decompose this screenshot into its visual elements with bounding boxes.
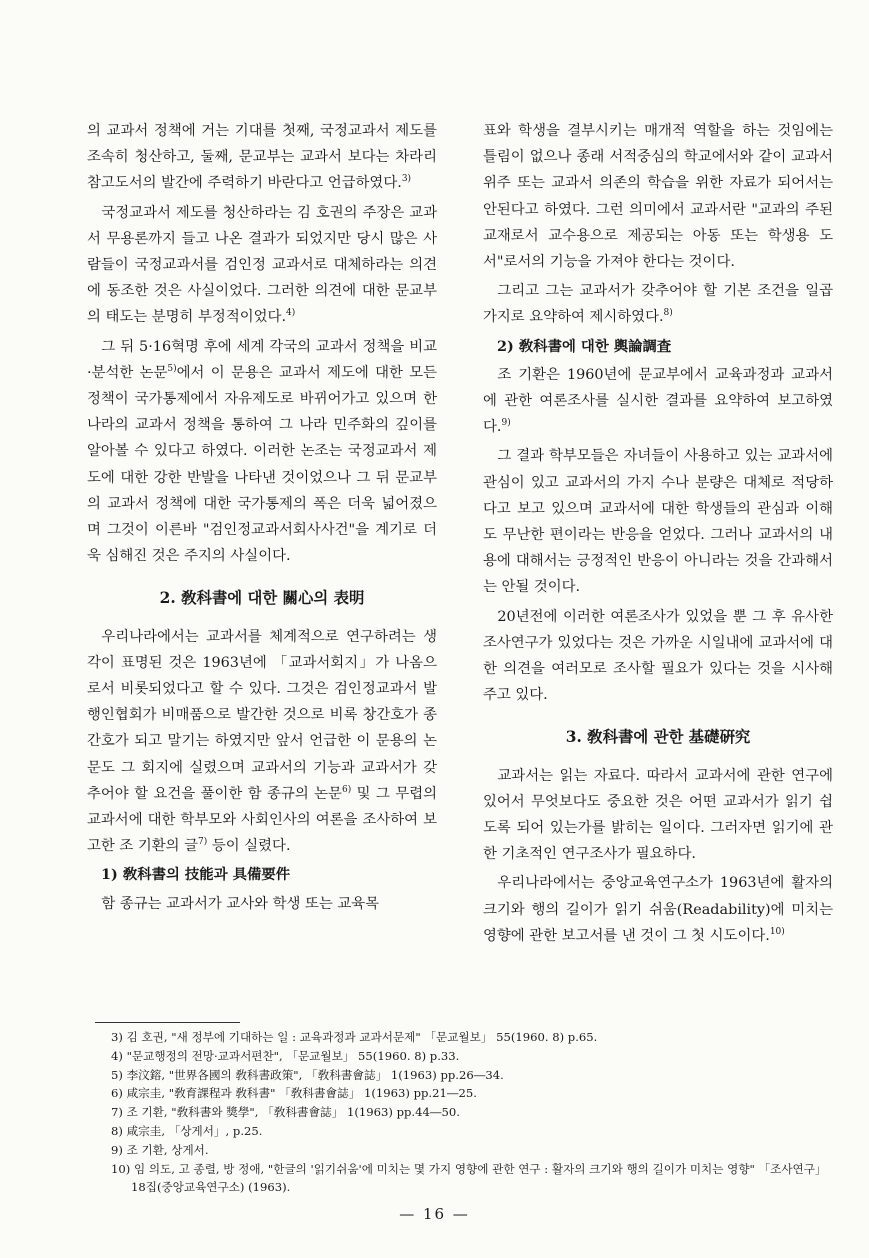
paragraph [483, 278, 833, 330]
paragraph-text: 조 기환은 1960년에 문교부에서 교육과정과 교과서에 관한 여론조사를 실시한 결과를 요약하여 보고하였다. [483, 366, 833, 436]
footnote-ref: 5) [167, 364, 177, 375]
subsection-heading: 2) 敎科書에 대한 輿論調査 [497, 337, 672, 355]
footnote: 3) 김 호권, "새 정부에 기대하는 일 : 교육과정과 교과서문제" 「문교월보」 55(1960. 8) p.65. [111, 1030, 598, 1044]
paragraph-text: 국정교과서 제도를 청산하라는 김 호권의 주장은 교과서 무용론까지 들고 나온 결과가 되었지만 당시 많은 사람들이 국정교과서를 검인정 교과서로 대체하라는 의견에 동조한 것은 사실이었다. 그러한 의견에 대한 문교부의 태도는 분명히 부정적이었다. [87, 204, 437, 326]
footnote: 8) 咸宗圭, 「상게서」, p.25. [111, 1123, 263, 1138]
page-number: — 16 — [399, 1205, 470, 1223]
paragraph-text: 우리나라에서는 교과서를 체계적으로 연구하려는 생각이 표명된 것은 1963년에 「교과서회지」가 나옴으로서 비롯되었다고 할 수 있다. 그것은 검인정교과서 발행인협회가 비매품으로 발간한 것으로 비록 창간호가 종간호가 되고 말기는 하였지만 앞서 언급한 이 문용의 논문도 그 회지에 실렸으며 교과서의 기능과 교과서가 갖추어야 할 요건을 풀이한 함 종규의 논문 [87, 628, 437, 802]
paragraph [87, 200, 437, 331]
paragraph [87, 624, 437, 860]
footnote-ref: 3) [401, 174, 412, 185]
section-heading: 3. 敎科書에 관한 基礎硏究 [565, 728, 751, 747]
paragraph [87, 891, 437, 917]
section-heading: 2. 敎科書에 대한 關心의 表明 [159, 589, 365, 608]
footnote-ref: 8) [663, 308, 673, 319]
footnote-divider [95, 1022, 240, 1023]
paragraph [87, 118, 437, 197]
paragraph [483, 604, 833, 709]
paragraph-text: 표와 학생을 결부시키는 매개적 역할을 하는 것임에는 틀림이 없으나 종래 서적중심의 학교에서와 같이 교과서 위주 또는 교과서 의존의 학습을 위한 자료가 되어서는 안된다고 하였다. 그런 의미에서 교과서란 "교과의 주된 교재로서 교수용으로 제공되는 아동 또는 학생용 도서"로서의 기능을 가져야 한다는 것이다. [483, 123, 833, 271]
footnote-ref: 10) [769, 927, 785, 938]
footnotes [111, 1028, 841, 1197]
paragraph [483, 443, 833, 600]
right-column [483, 118, 833, 952]
paragraph-text: 의 교과서 정책에 거는 기대를 첫째, 국정교과서 제도를 조속히 청산하고, 둘째, 문교부는 교과서 보다는 차라리 참고도서의 발간에 주력하기 바란다고 언급하였다. [87, 123, 437, 192]
footnote: 10) 임 의도, 고 종렬, 방 정애, "한글의 '읽기쉬움'에 미치는 몇 가지 영향에 관한 연구 : 활자의 크기와 행의 길이가 미치는 영향" 「조사연구」 18집(중앙교육연구소) (1963). [111, 1161, 827, 1195]
footnote-ref: 7) [198, 837, 208, 848]
paragraph-text: 그 결과 학부모들은 자녀들이 사용하고 있는 교과서에 관심이 있고 교과서의 가지 수나 분량은 대체로 적당하다고 보고 있으며 교과서에 대한 학생들의 관심과 이해도 무난한 편이라는 반응을 얻었다. 그러나 교과서의 내용에 대해서는 긍정적인 반응이 아니라는 것을 간과해서는 안될 것이다. [483, 448, 833, 596]
footnote-ref: 9) [501, 418, 511, 429]
paragraph-text: 및 그 무렵의 교과서에 대한 학부모와 사회인사의 여론을 조사하여 보고한 조 기환의 글 [87, 785, 437, 855]
footnote: 7) 조 기환, "敎科書와 獎學", 「敎科書會誌」 1(1963) pp.44―50. [111, 1105, 460, 1120]
paragraph-text: 그리고 그는 교과서가 갖추어야 할 기본 조건을 일곱가지로 요약하여 제시하였다. [483, 283, 833, 326]
paragraph-text: 함 종규는 교과서가 교사와 학생 또는 교육목 [101, 895, 380, 912]
paragraph-text: 우리나라에서는 중앙교육연구소가 1963년에 활자의 크기와 행의 길이가 읽기 쉬움(Readability)에 미치는 영향에 관한 보고서를 낸 것이 그 첫 시도이다. [483, 875, 833, 944]
paragraph-text: 그 뒤 5·16혁명 후에 세계 각국의 교과서 정책을 비교·분석한 논문 [87, 338, 437, 381]
paragraph-text: 등이 실렸다. [207, 838, 291, 855]
footnote: 4) "문교행정의 전망·교과서편찬", 「문교월보」 55(1960. 8) p.33. [111, 1048, 460, 1063]
paragraph [87, 334, 437, 570]
paragraph [483, 118, 833, 275]
footnote-ref: 6) [341, 785, 352, 796]
footnote: 5) 李汶鎔, "世界各國의 敎科書政策", 「敎科書會誌」 1(1963) pp.26―34. [111, 1067, 504, 1082]
footnote: 9) 조 기환, 상게서. [111, 1142, 209, 1157]
paragraph-text: 에서 이 문용은 교과서 제도에 대한 모든 정책이 국가통제에서 자유제도로 바뀌어가고 있으며 한 나라의 교과서 정책을 통하여 그 나라 민주화의 깊이를 알아볼 수 있다고 하였다. 이러한 논조는 국정교과서 제도에 대한 강한 반발을 나타낸 것이었으나 그 뒤 문교부의 교과서 정책에 대한 국가통제의 폭은 더욱 넓어졌으며 그것이 이른바 "검인정교과서회사사건"을 계기로 더욱 심해진 것은 주지의 사실이다. [87, 364, 437, 565]
paragraph [483, 763, 833, 868]
subsection-heading: 1) 敎科書의 技能과 具備要件 [101, 866, 291, 884]
paragraph [483, 362, 833, 441]
footnote-ref: 4) [286, 308, 296, 319]
paragraph [483, 870, 833, 949]
footnote: 6) 咸宗圭, "敎育課程과 敎科書" 「敎科書會誌」 1(1963) pp.21―25. [111, 1086, 477, 1101]
left-column [87, 118, 437, 920]
paragraph-text: 20년전에 이러한 여론조사가 있었을 뿐 그 후 유사한 조사연구가 있었다는 것은 가까운 시일내에 교과서에 대한 의견을 여러모로 조사할 필요가 있다는 것을 시사해주고 있다. [483, 608, 833, 704]
paragraph-text: 교과서는 읽는 자료다. 따라서 교과서에 관한 연구에 있어서 무엇보다도 중요한 것은 어떤 교과서가 읽기 쉽도록 되어 있는가를 밝히는 일이다. 그러자면 읽기에 관한 기초적인 연구조사가 필요하다. [483, 767, 833, 863]
